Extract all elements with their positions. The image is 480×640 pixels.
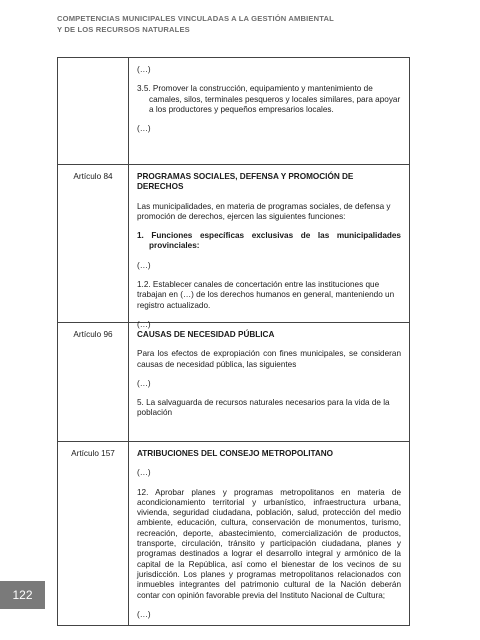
article-cell: Artículo 157 [58, 442, 129, 625]
ellipsis: (…) [137, 319, 151, 329]
table-row [58, 319, 409, 441]
table-row [58, 58, 409, 164]
content-cell [129, 323, 409, 441]
articles-table [57, 57, 410, 626]
header-line-2: Y DE LOS RECURSOS NATURALES [57, 25, 190, 34]
paragraph: 12. Aprobar planes y programas metropolitanos en materia de acondicionamiento territorial y urbanístico, infraestructura urbana, vivienda, seguridad ciudadana, población, salud, protección del medio ambiente, educación, cultura, conservación de monumentos, turismo, recreación, deporte, abastecimiento, comercialización de productos, transporte, circulación, tránsito y participación ciudadana, planes y programas destinados a lograr el desarrollo integral y armónico de la capital de la República, así como el bienestar de los vecinos de su jurisdicción. Los planes y programas metropolitanos relacionados con inmuebles integrantes del patrimonio cultural de la Nación deberán contar con opinión favorable previa del Instituto Nacional de Cultura; [137, 487, 401, 600]
article-cell [58, 58, 129, 164]
table-row [58, 164, 409, 329]
header-line-1: COMPETENCIAS MUNICIPALES VINCULADAS A LA GESTIÓN AMBIENTAL [57, 14, 334, 23]
paragraph: Las municipalidades, en materia de programas sociales, de defensa y promoción de derechos, ejercen las siguientes funciones: [137, 201, 391, 221]
ellipsis: (…) [137, 124, 151, 134]
running-header [57, 13, 334, 35]
paragraph: 1. Funciones específicas exclusivas de las municipalidades provinciales: [137, 231, 401, 251]
article-cell: Artículo 96 [58, 323, 129, 441]
page-number: 122 [0, 581, 45, 609]
paragraph: Para los efectos de expropiación con fines municipales, se consideran causas de necesidad pública, las siguientes [137, 349, 401, 369]
table-row [58, 441, 409, 625]
paragraph: 3.5. Promover la construcción, equipamiento y mantenimiento de camales, silos, terminales pesqueros y locales similares, para apoyar a los productores y pequeños empresarios locales. [137, 84, 401, 114]
content-cell [129, 442, 409, 625]
paragraph: 5. La salvaguarda de recursos naturales necesarios para la vida de la población [137, 398, 390, 418]
article-title: ATRIBUCIONES DEL CONSEJO METROPOLITANO [137, 449, 334, 458]
ellipsis: (…) [137, 609, 151, 619]
ellipsis: (…) [137, 468, 151, 478]
ellipsis: (…) [137, 65, 151, 74]
paragraph: 1.2. Establecer canales de concertación entre las instituciones que trabajan en (…) de los derechos humanos en general, manteniendo un registro actualizado. [137, 280, 395, 310]
ellipsis: (…) [137, 260, 151, 270]
article-title: CAUSAS DE NECESIDAD PÚBLICA [137, 330, 275, 339]
article-cell: Artículo 84 [58, 165, 129, 322]
article-title: PROGRAMAS SOCIALES, DEFENSA Y PROMOCIÓN DE DERECHOS [137, 172, 354, 192]
content-cell [129, 165, 409, 329]
ellipsis: (…) [137, 378, 151, 388]
content-cell [129, 58, 409, 164]
